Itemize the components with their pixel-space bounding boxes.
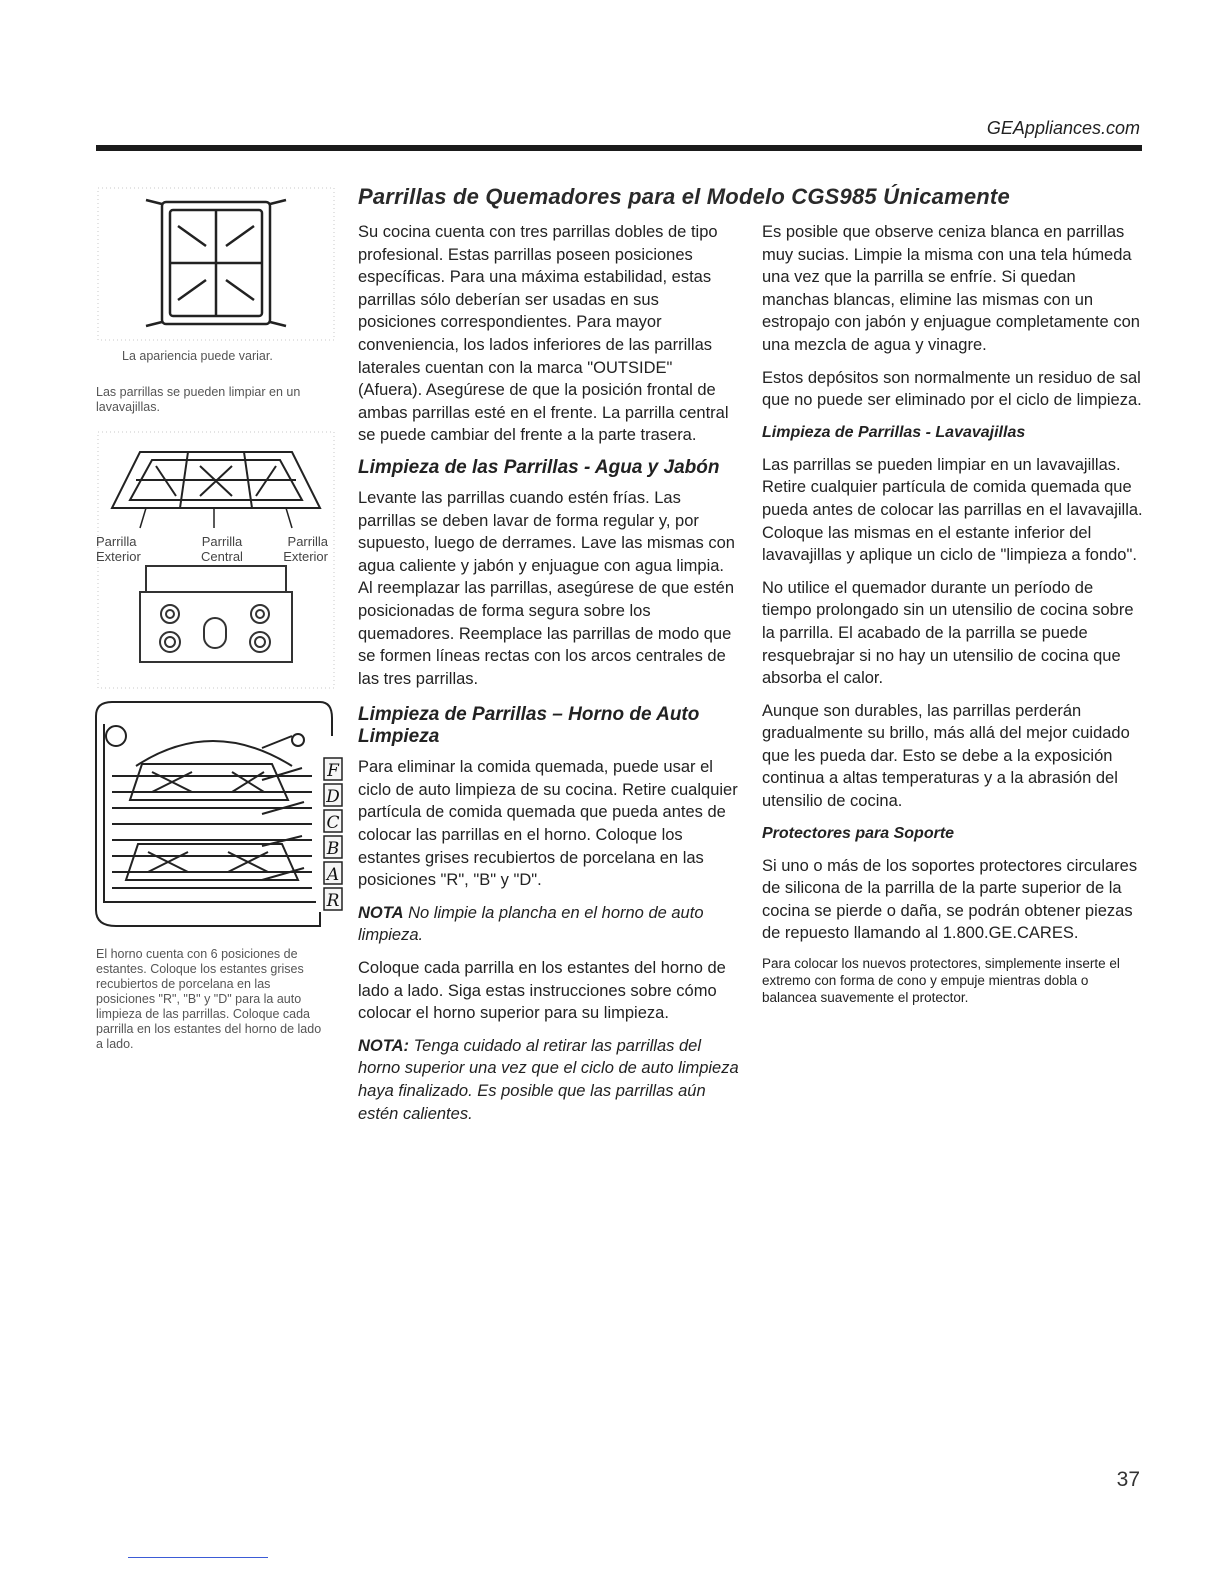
- nota-2-text: Tenga cuidado al retirar las parrillas del horno superior una vez que el ciclo de auto limpieza haya finalizado. Es posible que las parrillas aún estén calientes.: [358, 1036, 739, 1123]
- label-exterior-left: [96, 534, 156, 564]
- protectores-install-note: Para colocar los nuevos protectores, simplemente inserte el extremo con forma de cono y empuje mientras dobla o balancea suavemente el protector.: [762, 956, 1120, 1006]
- lavavajillas-paragraph: Las parrillas se pueden limpiar en un lavavajillas. Retire cualquier partícula de comida quemada que pueda antes de colocar las parrillas en el lavavajilla. Coloque las mismas en el estante inferior del lavavajillas y aplique un ciclo de "limpieza a fondo".: [762, 455, 1143, 565]
- nota-1-text: No limpie la plancha en el horno de auto limpieza.: [358, 903, 704, 945]
- heading-lavavajillas: Limpieza de Parrillas - Lavavajillas: [762, 423, 1026, 441]
- footer-line: [128, 1557, 268, 1558]
- heading-horno-auto-limpieza: Limpieza de Parrillas – Horno de Auto Limpieza: [358, 704, 700, 748]
- right-column: [762, 221, 1144, 1016]
- label-exterior-left-line1: Parrilla: [96, 534, 137, 549]
- appearance-caption: La apariencia puede variar.: [122, 349, 273, 363]
- durability-paragraph: Aunque son durables, las parrillas perderán gradualmente su brillo, más allá del mejor cuidado que les pueda dar. Esto se debe a la exposición continua a altas temperaturas y a la abrasión del utensilio de cocina.: [762, 701, 1130, 811]
- cooktop-icon: [140, 566, 292, 662]
- nota-2: [358, 1035, 740, 1125]
- dishwasher-caption: Las parrillas se pueden limpiar en un lavavajillas.: [96, 385, 301, 414]
- label-exterior-right: [268, 534, 328, 564]
- page-title: Parrillas de Quemadores para el Modelo CGS985 Únicamente: [358, 184, 1010, 209]
- rack-letter-d: D: [326, 787, 340, 807]
- label-central: [192, 534, 252, 564]
- label-exterior-left-line2: Exterior: [96, 549, 141, 564]
- rack-letter-a: A: [326, 865, 340, 885]
- middle-column: [358, 221, 740, 1135]
- site-url: GEAppliances.com: [986, 118, 1140, 138]
- deposits-paragraph: Estos depósitos son normalmente un residuo de sal que no puede ser eliminado por el ciclo de limpieza.: [762, 368, 1142, 410]
- nota-1-label: NOTA: [358, 903, 404, 922]
- oven-rack-caption: El horno cuenta con 6 posiciones de estantes. Coloque los estantes grises recubiertos de porcelana en las posiciones "R", "B" y "D" para la auto limpieza de las parrillas. Coloque cada parrilla en los estantes del horno de lado a lado.: [96, 947, 322, 1051]
- label-central-line2: Central: [201, 549, 243, 564]
- rack-letter-b: B: [326, 839, 340, 859]
- header-rule: [96, 145, 1142, 151]
- heading-agua-jabon: Limpieza de las Parrillas - Agua y Jabón: [358, 456, 720, 478]
- oven-rack-illustration: [92, 696, 348, 936]
- rack-letter-f: F: [327, 761, 339, 781]
- grates-icon: [112, 452, 320, 508]
- label-central-line1: Parrilla: [201, 534, 243, 549]
- grate-icon: [146, 200, 286, 326]
- label-exterior-right-line1: Parrilla: [287, 534, 328, 549]
- rack-letter-r: R: [326, 891, 340, 911]
- intro-paragraph: Su cocina cuenta con tres parrillas dobles de tipo profesional. Estas parrillas poseen posiciones específicas. Para una máxima estabilidad, estas parrillas sólo deberían ser usadas en sus posiciones correspondientes. Para mayor conveniencia, los lados inferiores de las parrillas laterales cuentan con la marca "OUTSIDE" (Afuera). Asegúrese de que la posición frontal de ambas parrillas esté en el frente. La parrilla central se puede cambiar del frente a la parte trasera.: [358, 223, 729, 445]
- ash-paragraph: Es posible que observe ceniza blanca en parrillas muy sucias. Limpie la misma con una tela húmeda una vez que la parrilla se enfríe. Si quedan manchas blancas, elimine las mismas con un estropajo con jabón y enjuague completamente con una mezcla de agua y vinagre.: [762, 223, 1140, 354]
- heading-protectores: Protectores para Soporte: [762, 824, 955, 842]
- nota-1: [358, 902, 740, 947]
- rack-letter-c: C: [326, 813, 340, 833]
- horno-paragraph: Para eliminar la comida quemada, puede usar el ciclo de auto limpieza de su cocina. Retire cualquier partícula de comida quemada que pueda antes de colocar las parrillas en el horno. Coloque los estantes grises recubiertos de porcelana en las posiciones "R", "B" y "D".: [358, 758, 738, 890]
- grate-illustration: [96, 186, 336, 342]
- placement-paragraph: Coloque cada parrilla en los estantes del horno de lado a lado. Siga estas instrucciones sobre cómo colocar el horno superior para su limpieza.: [358, 959, 726, 1023]
- agua-jabon-paragraph: Levante las parrillas cuando estén frías. Las parrillas se deben lavar de forma regular y, por supuesto, luego de derrames. Lave las mismas con agua caliente y jabón y enjuague con agua limpia. Al reemplazar las parrillas, asegúrese de que estén posicionadas de forma segura sobre los quemadores. Reemplace las parrillas de modo que se formen líneas rectas con los arcos centrales de las tres parrillas.: [358, 488, 735, 688]
- nota-2-label: NOTA:: [358, 1036, 410, 1055]
- oven-icon: [96, 702, 332, 926]
- burner-warning-paragraph: No utilice el quemador durante un período de tiempo prolongado sin un utensilio de cocina sobre la parrilla. El acabado de la parrilla se puede resquebrajar si no hay un utensilio de cocina que absorba el calor.: [762, 578, 1134, 688]
- arrow-icons: [140, 508, 292, 528]
- protectores-paragraph: Si uno o más de los soportes protectores circulares de silicona de la parrilla de la parte superior de la cocina se pierde o daña, se podrán obtener piezas de repuesto llamando al 1.800.GE.CARES.: [762, 856, 1138, 943]
- page-number: 37: [1116, 1468, 1140, 1491]
- label-exterior-right-line2: Exterior: [283, 549, 328, 564]
